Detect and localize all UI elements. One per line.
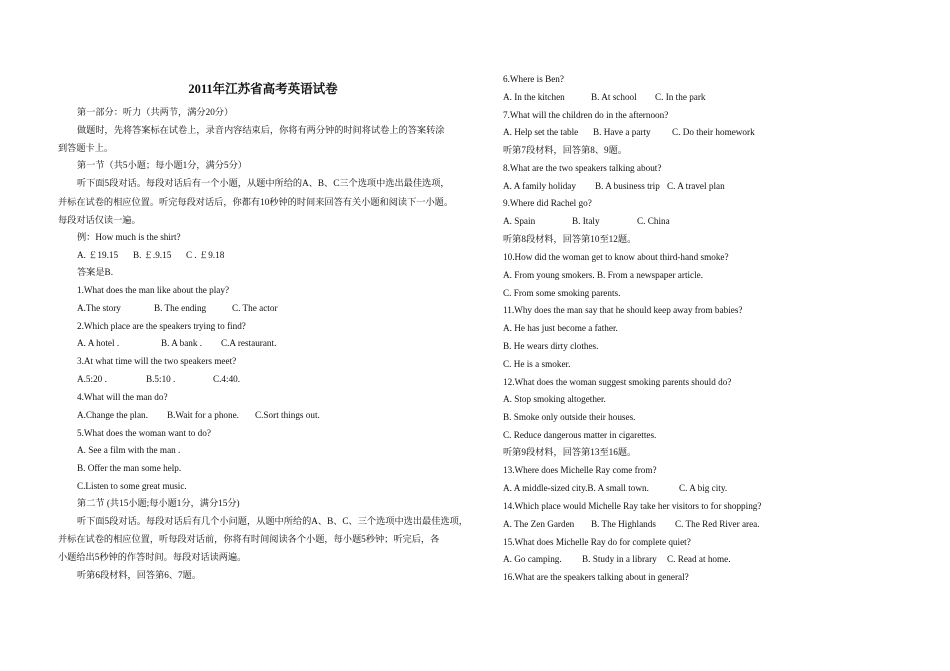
- option: B. Offer the man some help.: [77, 463, 182, 473]
- question-9-options: [503, 216, 670, 227]
- question-6: 6.Where is Ben?: [503, 74, 564, 84]
- instruction-text: 到答题卡上。: [58, 143, 114, 153]
- question-13: 13.Where does Michelle Ray come from?: [503, 465, 657, 475]
- option: C.Listen to some great music.: [77, 481, 187, 491]
- option: C.4:40.: [213, 374, 241, 384]
- question-7: 7.What will the children do in the afternoon?: [503, 110, 669, 120]
- option: C.Sort things out.: [255, 410, 320, 420]
- option: C. In the park: [655, 92, 706, 102]
- section1-heading: 第一节（共5小题；每小题1分，满分5分）: [77, 160, 247, 170]
- question-2-options: [77, 338, 276, 349]
- option: A.5:20 .: [77, 374, 107, 384]
- question-7-options: [503, 127, 755, 138]
- material-6-heading: 听第6段材料，回答第6、7题。: [77, 570, 202, 580]
- option: B. At school: [591, 92, 637, 102]
- option: C. From some smoking parents.: [503, 288, 621, 298]
- option: A. From young smokers. B. From a newspaper article.: [503, 270, 704, 280]
- option: A. The Zen Garden: [503, 519, 575, 529]
- option: B. The ending: [154, 303, 207, 313]
- question-8-options: [503, 181, 725, 192]
- option: C. Do their homework: [672, 127, 755, 137]
- instruction-text: 做题时，先将答案标在试卷上，录音内容结束后，你将有两分钟的时间将试卷上的答案转涂: [77, 125, 445, 135]
- option: C. The Red River area.: [675, 519, 760, 529]
- question-10: 10.How did the woman get to know about third-hand smoke?: [503, 252, 729, 262]
- question-15: 15.What does Michelle Ray do for complete quiet?: [503, 537, 691, 547]
- option: B. He wears dirty clothes.: [503, 341, 599, 351]
- option: B. A business trip: [595, 181, 660, 191]
- instruction-text: 小题给出5秒钟的作答时间。每段对话读两遍。: [58, 552, 247, 562]
- option: C. Read at home.: [667, 554, 731, 564]
- question-11: 11.Why does the man say that he should keep away from babies?: [503, 305, 743, 315]
- instruction-text: 并标在试卷的相应位置。听完每段对话后，你都有10秒钟的时间来回答有关小题和阅读下一小题。: [58, 197, 454, 207]
- option: B. Italy: [572, 216, 600, 226]
- question-9: 9.Where did Rachel go?: [503, 198, 592, 208]
- question-2: 2.Which place are the speakers trying to find?: [77, 321, 246, 331]
- option: B. Have a party: [593, 127, 651, 137]
- option: A. Help set the table: [503, 127, 579, 137]
- option: B. ￡.9.15: [133, 250, 172, 260]
- option: A. A family holiday: [503, 181, 576, 191]
- part1-heading: 第一部分：听力（共两节，满分20分）: [77, 107, 234, 117]
- option: A. A middle-sized city.B. A small town.: [503, 483, 649, 493]
- example-question: 例：How much is the shirt?: [77, 232, 181, 242]
- option: A. Spain: [503, 216, 536, 226]
- instruction-text: 并标在试卷的相应位置，听每段对话前，你将有时间阅读各个小题，每小题5秒钟；听完后，各: [58, 534, 440, 544]
- material-7-heading: 听第7段材料，回答第8、9题。: [503, 145, 628, 155]
- question-4-options: [77, 410, 320, 421]
- material-8-heading: 听第8段材料，回答第10至12题。: [503, 234, 637, 244]
- instruction-text: 听下面5段对话。每段对话后有一个小题，从题中所给的A、B、C三个选项中选出最佳选项，: [77, 178, 450, 188]
- section2-heading: 第二节 (共15小题;每小题1分，满分15分): [77, 498, 240, 508]
- option: C. A big city.: [679, 483, 728, 493]
- question-5: 5.What does the woman want to do?: [77, 428, 211, 438]
- example-answer: 答案是B.: [77, 267, 113, 277]
- option: B.Wait for a phone.: [167, 410, 239, 420]
- example-options: [77, 250, 224, 261]
- option: B. The Highlands: [591, 519, 656, 529]
- option: C. A travel plan: [667, 181, 725, 191]
- option: A. Stop smoking altogether.: [503, 394, 606, 404]
- option: C . ￡9.18: [186, 250, 225, 260]
- question-3: 3.At what time will the two speakers meet?: [77, 356, 237, 366]
- option: C. The actor: [232, 303, 278, 313]
- question-15-options: [503, 554, 731, 565]
- material-9-heading: 听第9段材料，回答第13至16题。: [503, 447, 637, 457]
- option: C.A restaurant.: [221, 338, 277, 348]
- option: A.The story: [77, 303, 121, 313]
- option: A. See a film with the man .: [77, 445, 181, 455]
- option: A. Go camping.: [503, 554, 562, 564]
- option: A. He has just become a father.: [503, 323, 618, 333]
- question-12: 12.What does the woman suggest smoking parents should do?: [503, 377, 732, 387]
- instruction-text: 每段对话仅读一遍。: [58, 215, 141, 225]
- question-16: 16.What are the speakers talking about in general?: [503, 572, 689, 582]
- question-4: 4.What will the man do?: [77, 392, 168, 402]
- option: C. Reduce dangerous matter in cigarettes.: [503, 430, 657, 440]
- option: B. A bank .: [161, 338, 203, 348]
- question-8: 8.What are the two speakers talking about?: [503, 163, 662, 173]
- question-14-options: [503, 519, 760, 530]
- question-6-options: [503, 92, 706, 103]
- question-1-options: [77, 303, 278, 314]
- option: A.Change the plan.: [77, 410, 148, 420]
- option: A. ￡19.15: [77, 250, 119, 260]
- page-title: 2011年江苏省高考英语试卷: [188, 82, 338, 96]
- question-1: 1.What does the man like about the play?: [77, 285, 230, 295]
- question-14: 14.Which place would Michelle Ray take her visitors to for shopping?: [503, 501, 762, 511]
- option: C. He is a smoker.: [503, 359, 571, 369]
- option: B. Smoke only outside their houses.: [503, 412, 636, 422]
- question-13-options: [503, 483, 727, 494]
- option: B. Study in a library: [582, 554, 657, 564]
- option: A. A hotel .: [77, 338, 120, 348]
- question-3-options: [77, 374, 240, 385]
- option: A. In the kitchen: [503, 92, 565, 102]
- instruction-text: 听下面5段对话。每段对话后有几个小问题，从题中所给的A、B、C、三个选项中选出最佳选项，: [77, 516, 468, 526]
- option: C. China: [637, 216, 670, 226]
- option: B.5:10 .: [146, 374, 176, 384]
